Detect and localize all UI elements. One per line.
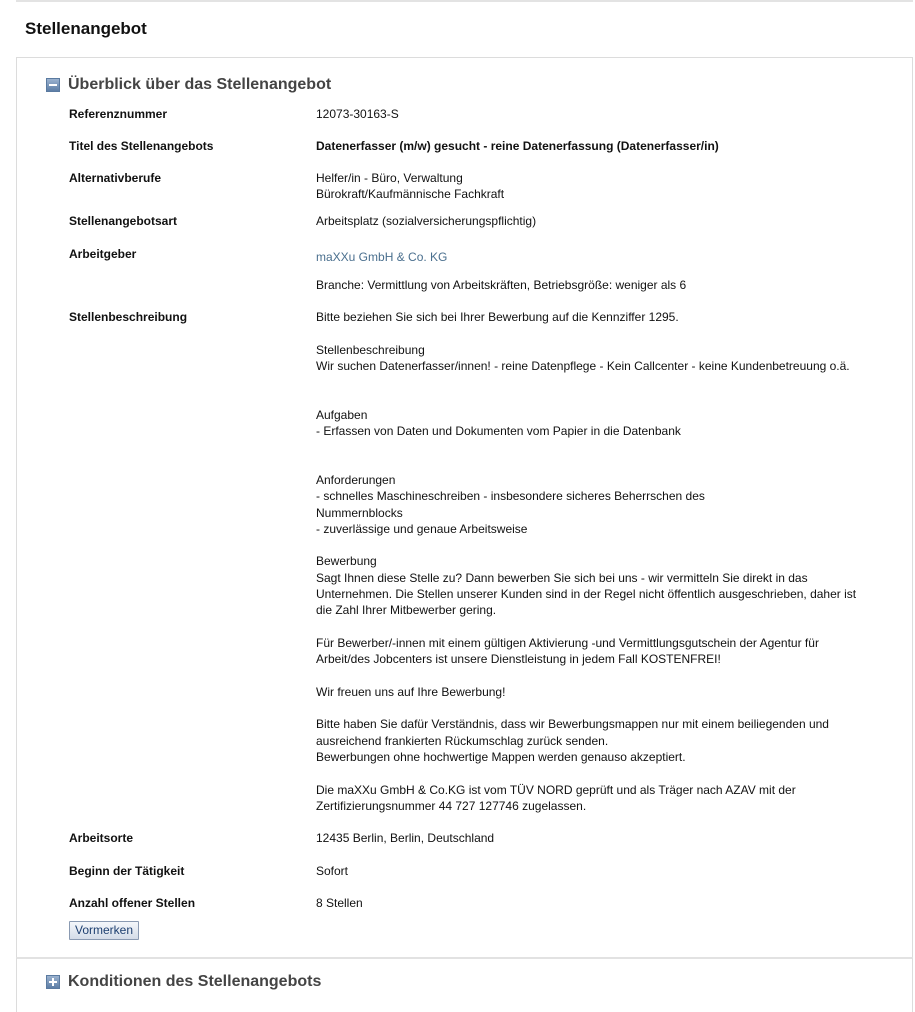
job-description [316, 309, 891, 814]
plus-square-icon[interactable] [46, 975, 60, 989]
field-value: Sofort [316, 864, 349, 878]
vormerken-button[interactable]: Vormerken [69, 921, 139, 940]
konditionen-panel [16, 957, 913, 1012]
overview-title[interactable]: Überblick über das Stellenangebot [68, 76, 332, 93]
closing-line: Wir freuen uns auf Ihre Bewerbung! [316, 684, 506, 699]
overview-header[interactable] [46, 76, 331, 94]
application-heading: Bewerbung [316, 554, 377, 569]
konditionen-header[interactable] [46, 973, 321, 991]
field-value [316, 249, 891, 294]
requirements-heading: Anforderungen [316, 472, 396, 487]
field-label: Arbeitsorte [69, 831, 134, 845]
employer-branche: Branche: Vermittlung von Arbeitskräften, Betriebsgröße: weniger als 6 [316, 278, 687, 293]
konditionen-title[interactable]: Konditionen des Stellenangebots [68, 973, 322, 990]
requirements-line: Nummernblocks [316, 505, 403, 520]
desc-text: Wir suchen Datenerfasser/innen! - reine Datenpflege - Kein Callcenter - keine Kundenbetreuung o.ä. [316, 358, 850, 373]
employer-link[interactable]: maXXu GmbH & Co. KG [316, 250, 448, 264]
folder-line: Bewerbungen ohne hochwertige Mappen werden genauso akzeptiert. [316, 750, 686, 765]
field-value: Arbeitsplatz (sozialversicherungspflichtig) [316, 214, 537, 228]
application-line: Sagt Ihnen diese Stelle zu? Dann bewerben Sie sich bei uns - wir vermitteln Sie direkt in das [316, 570, 808, 585]
field-label: Titel des Stellenangebots [69, 139, 214, 153]
folder-line: Bitte haben Sie dafür Verständnis, dass wir Bewerbungsmappen nur mit einem beiliegenden und [316, 717, 829, 732]
alt-job-2: Bürokraft/Kaufmännische Fachkraft [316, 187, 505, 202]
field-label: Anzahl offener Stellen [69, 896, 196, 910]
field-value: 12073-30163-S [316, 107, 399, 121]
desc-heading: Stellenbeschreibung [316, 342, 425, 357]
certification-line: Zertifizierungsnummer 44 727 127746 zugelassen. [316, 798, 587, 813]
tasks-heading: Aufgaben [316, 407, 368, 422]
minus-square-icon[interactable] [46, 78, 60, 92]
field-label: Beginn der Tätigkeit [69, 864, 185, 878]
voucher-line: Für Bewerber/-innen mit einem gültigen Aktivierung -und Vermittlungsgutschein der Agentur für [316, 635, 819, 650]
requirements-line: - schnelles Maschineschreiben - insbesondere sicheres Beherrschen des [316, 489, 705, 504]
field-value: 12435 Berlin, Berlin, Deutschland [316, 831, 495, 845]
application-line: die Zahl Ihrer Mitbewerber gering. [316, 603, 497, 618]
field-value: 8 Stellen [316, 896, 363, 910]
application-line: Unternehmen. Die Stellen unserer Kunden sind in der Regel nicht öffentlich ausgeschrieben, daher ist [316, 587, 857, 602]
folder-line: ausreichend frankierten Rückumschlag zurück senden. [316, 733, 609, 748]
desc-intro: Bitte beziehen Sie sich bei Ihrer Bewerbung auf die Kennziffer 1295. [316, 310, 679, 324]
field-label: Alternativberufe [69, 171, 162, 185]
voucher-line: Arbeit/des Jobcenters ist unsere Dienstleistung in jedem Fall KOSTENFREI! [316, 652, 721, 667]
top-divider [16, 0, 913, 2]
field-value [316, 170, 891, 203]
field-label: Referenznummer [69, 107, 168, 121]
field-label: Stellenangebotsart [69, 214, 178, 228]
alt-job-1: Helfer/in - Büro, Verwaltung [316, 171, 463, 185]
field-label: Stellenbeschreibung [69, 310, 188, 324]
field-label: Arbeitgeber [69, 247, 137, 261]
page-title: Stellenangebot [25, 19, 147, 38]
job-title-value: Datenerfasser (m/w) gesucht - reine Datenerfassung (Datenerfasser/in) [316, 139, 719, 153]
tasks-text: - Erfassen von Daten und Dokumenten vom Papier in die Datenbank [316, 424, 681, 439]
overview-panel [16, 57, 913, 957]
certification-line: Die maXXu GmbH & Co.KG ist vom TÜV NORD geprüft und als Träger nach AZAV mit der [316, 782, 796, 797]
requirements-line: - zuverlässige und genaue Arbeitsweise [316, 521, 528, 536]
